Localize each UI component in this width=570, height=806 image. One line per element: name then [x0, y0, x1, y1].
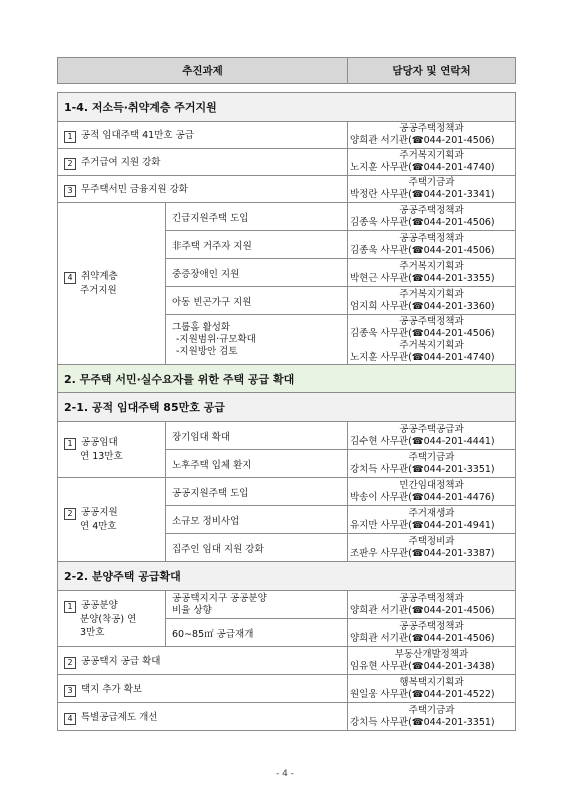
header-contact: 담당자 및 연락처 [348, 58, 516, 84]
contact-cell: 공공주택공급과 김수현 사무관(☎044-201-4441) [348, 422, 516, 450]
subtask: 집주인 임대 지원 강화 [166, 534, 348, 562]
contact-cell: 주택기금과 박정란 사무관(☎044-201-3341) [348, 176, 516, 203]
subtask-grouphome: 그룹홈 활성화 -지원범위·규모확대 -지원방안 검토 [166, 315, 348, 365]
subtask: 60∼85㎡ 공급재개 [166, 619, 348, 647]
contact-cell: 주거재생과 유지만 사무관(☎044-201-4941) [348, 506, 516, 534]
section-2-2-title: 2-2. 분양주택 공급확대 [58, 562, 516, 591]
contact-cell: 행복택지기획과 원일웅 사무관(☎044-201-4522) [348, 675, 516, 703]
contact-cell: 주택기금과 강치득 사무관(☎044-201-3351) [348, 450, 516, 478]
subtask: 소규모 정비사업 [166, 506, 348, 534]
header-table [57, 57, 516, 84]
task-row: 1 공적 임대주택 41만호 공급 [58, 122, 348, 149]
page-number: - 4 - [276, 769, 294, 779]
task-row: 2 공공택지 공급 확대 [58, 647, 348, 675]
contact-cell: 민간임대정책과 박송이 사무관(☎044-201-4476) [348, 478, 516, 506]
contact-cell: 공공주택정책과 양희관 서기관(☎044-201-4506) [348, 619, 516, 647]
subtask: 아동 빈곤가구 지원 [166, 287, 348, 315]
contact-cell: 주거복지기획과 노지훈 사무관(☎044-201-4740) [348, 149, 516, 176]
contact-cell: 주거복지기획과 박현근 사무관(☎044-201-3355) [348, 259, 516, 287]
task-table [57, 92, 516, 731]
contact-cell: 주택정비과 조판우 사무관(☎044-201-3387) [348, 534, 516, 562]
contact-cell: 공공주택정책과 김종욱 사무관(☎044-201-4506) 주거복지기획과 노지훈 사무관(☎044-201-4740) [348, 315, 516, 365]
task-row: 2 주거급여 지원 강화 [58, 149, 348, 176]
subtask: 중증장애인 지원 [166, 259, 348, 287]
subtask: 공공지원주택 도입 [166, 478, 348, 506]
section-2-1-title: 2-1. 공적 임대주택 85만호 공급 [58, 393, 516, 422]
contact-cell: 공공주택정책과 양희관 서기관(☎044-201-4506) [348, 122, 516, 149]
contact-cell: 부동산개발정책과 임유현 사무관(☎044-201-3438) [348, 647, 516, 675]
contact-cell: 공공주택정책과 김종욱 사무관(☎044-201-4506) [348, 231, 516, 259]
task-row: 3 무주택서민 금융지원 강화 [58, 176, 348, 203]
task-group-public-sale: 1 공공분양 분양(착공) 연 3만호 [58, 591, 166, 647]
subtask: 공공택지지구 공공분양 비율 상향 [166, 591, 348, 619]
contact-cell: 공공주택정책과 김종욱 사무관(☎044-201-4506) [348, 203, 516, 231]
contact-cell: 주택기금과 강치득 사무관(☎044-201-3351) [348, 703, 516, 731]
task-group-public-rental: 1 공공임대 연 13만호 [58, 422, 166, 478]
contact-cell: 공공주택정책과 양희관 서기관(☎044-201-4506) [348, 591, 516, 619]
subtask: 노후주택 입체 환지 [166, 450, 348, 478]
task-row: 4 특별공급제도 개선 [58, 703, 348, 731]
header-task: 추진과제 [58, 58, 348, 84]
task-row: 3 택지 추가 확보 [58, 675, 348, 703]
subtask: 장기임대 확대 [166, 422, 348, 450]
contact-cell: 주거복지기획과 엄지희 사무관(☎044-201-3360) [348, 287, 516, 315]
task-group-vulnerable: 4 취약계층 주거지원 [58, 203, 166, 365]
section-2-title: 2. 무주택 서민·실수요자를 위한 주택 공급 확대 [58, 365, 516, 393]
subtask: 긴급지원주택 도입 [166, 203, 348, 231]
task-group-public-support: 2 공공지원 연 4만호 [58, 478, 166, 562]
section-1-4-title: 1-4. 저소득·취약계층 주거지원 [58, 93, 516, 122]
subtask: 非주택 거주자 지원 [166, 231, 348, 259]
